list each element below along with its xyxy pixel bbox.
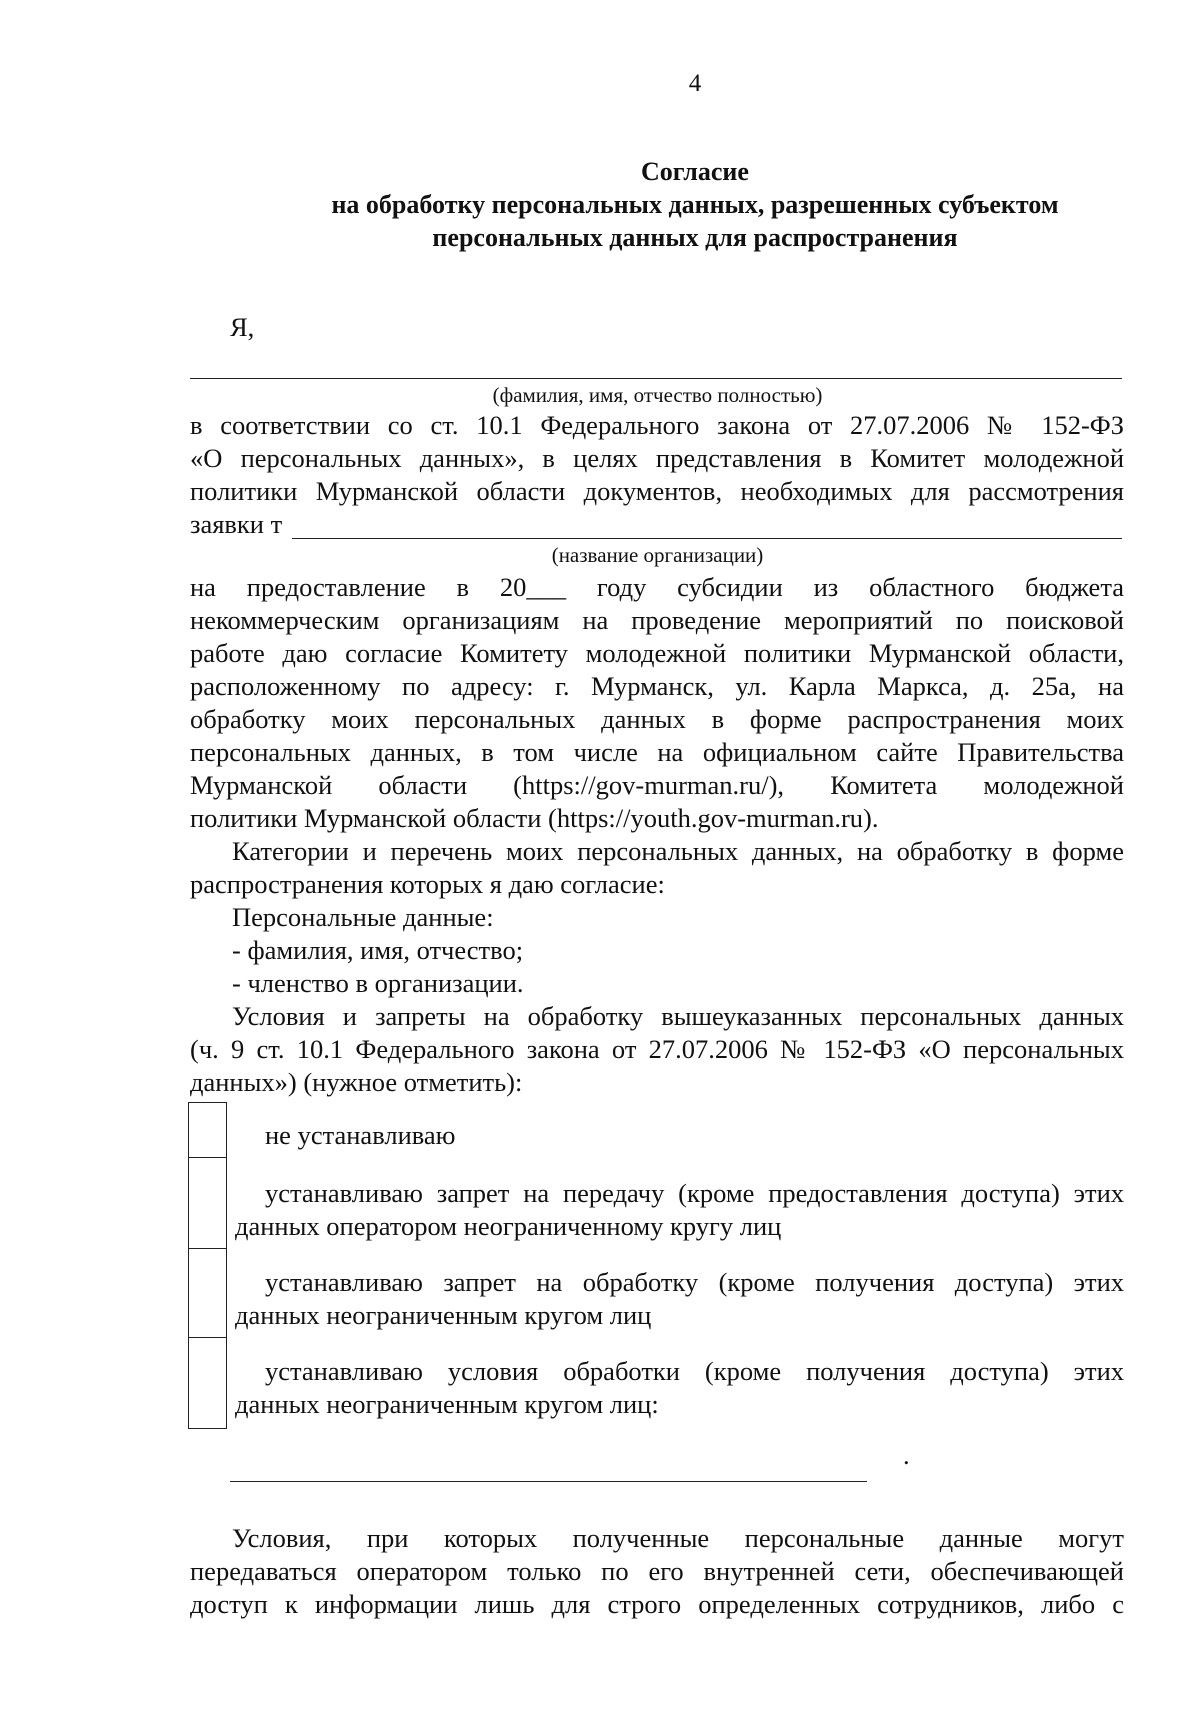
option-1-text: не устанавливаю: [265, 1120, 456, 1150]
intro-text: Я,: [230, 312, 255, 342]
option-3-line-2: данных неограниченным кругом лиц: [235, 1300, 652, 1330]
option-checkbox-2[interactable]: [188, 1157, 227, 1249]
para5-line-2: передаваться оператором только по его внутренней сети, обеспечивающей: [190, 1556, 1124, 1586]
title-line-3: персональных данных для распространения: [432, 223, 958, 252]
conditions-dot: .: [903, 1440, 910, 1470]
para1-line-2: «О персональных данных», в целях представления в Комитет молодежной: [190, 443, 1124, 473]
option-4-line-1: устанавливаю условия обработки (кроме получения доступа) этих: [265, 1356, 1124, 1386]
page-number: 4: [688, 70, 702, 97]
para2-line-4: расположенному по адресу: г. Мурманск, ул. Карла Маркса, д. 25а, на: [190, 671, 1124, 701]
para5-line-1: Условия, при которых полученные персональные данные могут: [232, 1523, 1124, 1553]
para1-line-1: в соответствии со ст. 10.1 Федерального закона от 27.07.2006 № 152-ФЗ: [190, 410, 1124, 440]
option-4-line-2: данных неограниченным кругом лиц:: [235, 1389, 659, 1419]
para3-line-1: Категории и перечень моих персональных данных, на обработку в форме: [232, 836, 1124, 866]
option-3-line-1: устанавливаю запрет на обработку (кроме получения доступа) этих: [265, 1267, 1124, 1297]
option-2-line-1: устанавливаю запрет на передачу (кроме предоставления доступа) этих: [265, 1178, 1124, 1208]
org-caption: (название организации): [551, 543, 764, 567]
option-checkbox-3[interactable]: [188, 1248, 227, 1338]
org-blank-line[interactable]: [292, 538, 1122, 539]
fio-caption: (фамилия, имя, отчество полностью): [492, 383, 823, 407]
option-checkbox-1[interactable]: [188, 1102, 227, 1158]
para4-line-2: (ч. 9 ст. 10.1 Федерального закона от 27.07.2006 № 152-ФЗ «О персональных: [190, 1034, 1124, 1064]
option-checkbox-4[interactable]: [188, 1337, 227, 1429]
para2-line-2: некоммерческим организациям на проведение мероприятий по поисковой: [190, 605, 1124, 635]
title-line-1: Согласие: [641, 157, 749, 186]
para4-line-3: данных») (нужное отметить):: [190, 1067, 523, 1097]
para2-line-7: Мурманской области (https://gov-murman.ru/), Комитета молодежной: [190, 770, 1124, 800]
conditions-blank-line[interactable]: [230, 1481, 867, 1482]
para2-line-1: на предоставление в 20___ году субсидии из областного бюджета: [190, 572, 1124, 602]
para3-line-2: распространения которых я даю согласие:: [190, 869, 665, 899]
para2-line-5: обработку моих персональных данных в форме распространения моих: [190, 704, 1124, 734]
pd-item-2: - членство в организации.: [232, 968, 524, 998]
para1-line-4: заявки т: [190, 509, 283, 539]
para4-line-1: Условия и запреты на обработку вышеуказанных персональных данных: [232, 1001, 1124, 1031]
para2-line-3: работе даю согласие Комитету молодежной политики Мурманской области,: [190, 638, 1124, 668]
para2-line-8: политики Мурманской области (https://youth.gov-murman.ru).: [190, 803, 879, 833]
para1-line-3: политики Мурманской области документов, необходимых для рассмотрения: [190, 476, 1124, 506]
para5-line-3: доступ к информации лишь для строго определенных сотрудников, либо с: [190, 1589, 1124, 1619]
pd-item-1: - фамилия, имя, отчество;: [232, 935, 524, 965]
option-2-line-2: данных оператором неограниченному кругу лиц: [235, 1211, 782, 1241]
para2-line-6: персональных данных, в том числе на официальном сайте Правительства: [190, 737, 1124, 767]
pd-heading: Персональные данные:: [232, 902, 494, 932]
fio-blank-line[interactable]: [190, 378, 1122, 379]
title-line-2: на обработку персональных данных, разрешенных субъектом: [331, 190, 1059, 219]
